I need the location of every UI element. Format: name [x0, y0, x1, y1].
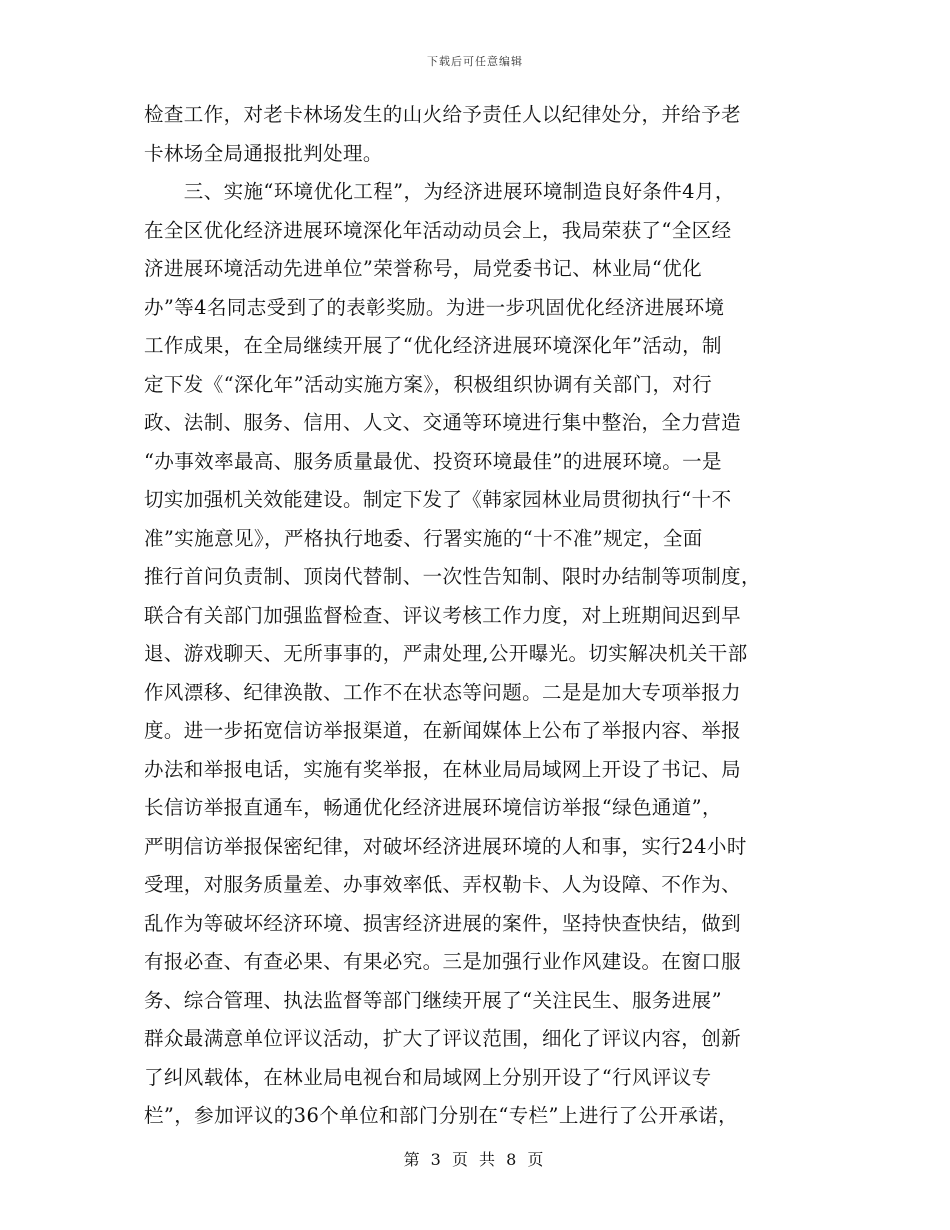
text-line: 办法和举报电话，实施有奖举报，在林业局局域网上开设了书记、局: [144, 757, 742, 781]
text-line: 办”等4名同志受到了的表彰奖励。为进一步巩固优化经济进展环境: [144, 295, 725, 319]
text-line: 准”实施意见》，严格执行地委、行署实施的“十不准”规定，全面: [144, 526, 703, 550]
text-line: 作风漂移、纪律涣散、工作不在状态等问题。二是是加大专项举报力: [144, 680, 742, 704]
text-line: 有报必查、有查必果、有果必究。三是加强行业作风建设。在窗口服: [144, 950, 742, 973]
text-line: 严明信访举报保密纪律，对破坏经济进展环境的人和事，实行24小时: [144, 834, 747, 858]
text-line: 务、综合管理、执法监督等部门继续开展了“关注民生、服务进展”: [144, 988, 722, 1012]
text-line: 群众最满意单位评议活动，扩大了评议范围，细化了评议内容，创新: [144, 1027, 742, 1050]
text-line: 乱作为等破坏经济环境、损害经济进展的案件，坚持快查快结，做到: [144, 911, 742, 935]
text-line: 推行首问负责制、顶岗代替制、一次性告知制、限时办结制等项制度，: [144, 565, 761, 588]
page-header-note: 下载后可任意编辑: [427, 55, 523, 68]
text-line: 联合有关部门加强监督检查、评议考核工作力度，对上班期间迟到早: [144, 603, 742, 627]
text-line: 退、游戏聊天、无所事事的，严肃处理,公开曝光。切实解决机关干部: [144, 642, 748, 665]
text-line: 三、实施“环境优化工程”，为经济进展环境制造良好条件4月，: [144, 180, 735, 203]
page-number-footer: 第 3 页 共 8 页: [403, 1150, 547, 1169]
text-line: 长信访举报直通车，畅通优化经济进展环境信访举报“绿色通道”，: [144, 796, 722, 819]
text-line: 卡林场全局通报批判处理。: [144, 141, 383, 165]
text-line: 栏”，参加评议的36个单位和部门分别在“专栏”上进行了公开承诺，: [144, 1104, 739, 1127]
document-body: [144, 96, 812, 1136]
text-line: 检查工作，对老卡林场发生的山火给予责任人以纪律处分，并给予老: [144, 103, 742, 126]
text-line: 济进展环境活动先进单位”荣誉称号，局党委书记、林业局“优化: [144, 257, 703, 280]
text-line: 定下发《“深化年”活动实施方案》，积极组织协调有关部门，对行: [144, 372, 713, 396]
text-line: 在全区优化经济进展环境深化年活动动员会上，我局荣获了“全区经: [144, 218, 732, 242]
text-line: 度。进一步拓宽信访举报渠道，在新闻媒体上公布了举报内容、举报: [144, 719, 742, 742]
text-line: 政、法制、服务、信用、人文、交通等环境进行集中整治，全力营造: [144, 411, 742, 434]
text-line: 了纠风载体，在林业局电视台和局域网上分别开设了“行风评议专: [144, 1065, 712, 1089]
text-line: 工作成果，在全局继续开展了“优化经济进展环境深化年”活动，制: [144, 334, 722, 357]
text-line: “办事效率最高、服务质量最优、投资环境最佳”的进展环境。一是: [144, 449, 722, 473]
text-line: 切实加强机关效能建设。制定下发了《韩家园林业局贯彻执行“十不: [144, 488, 732, 511]
text-line: 受理，对服务质量差、办事效率低、弄权勒卡、人为设障、不作为、: [144, 873, 742, 896]
